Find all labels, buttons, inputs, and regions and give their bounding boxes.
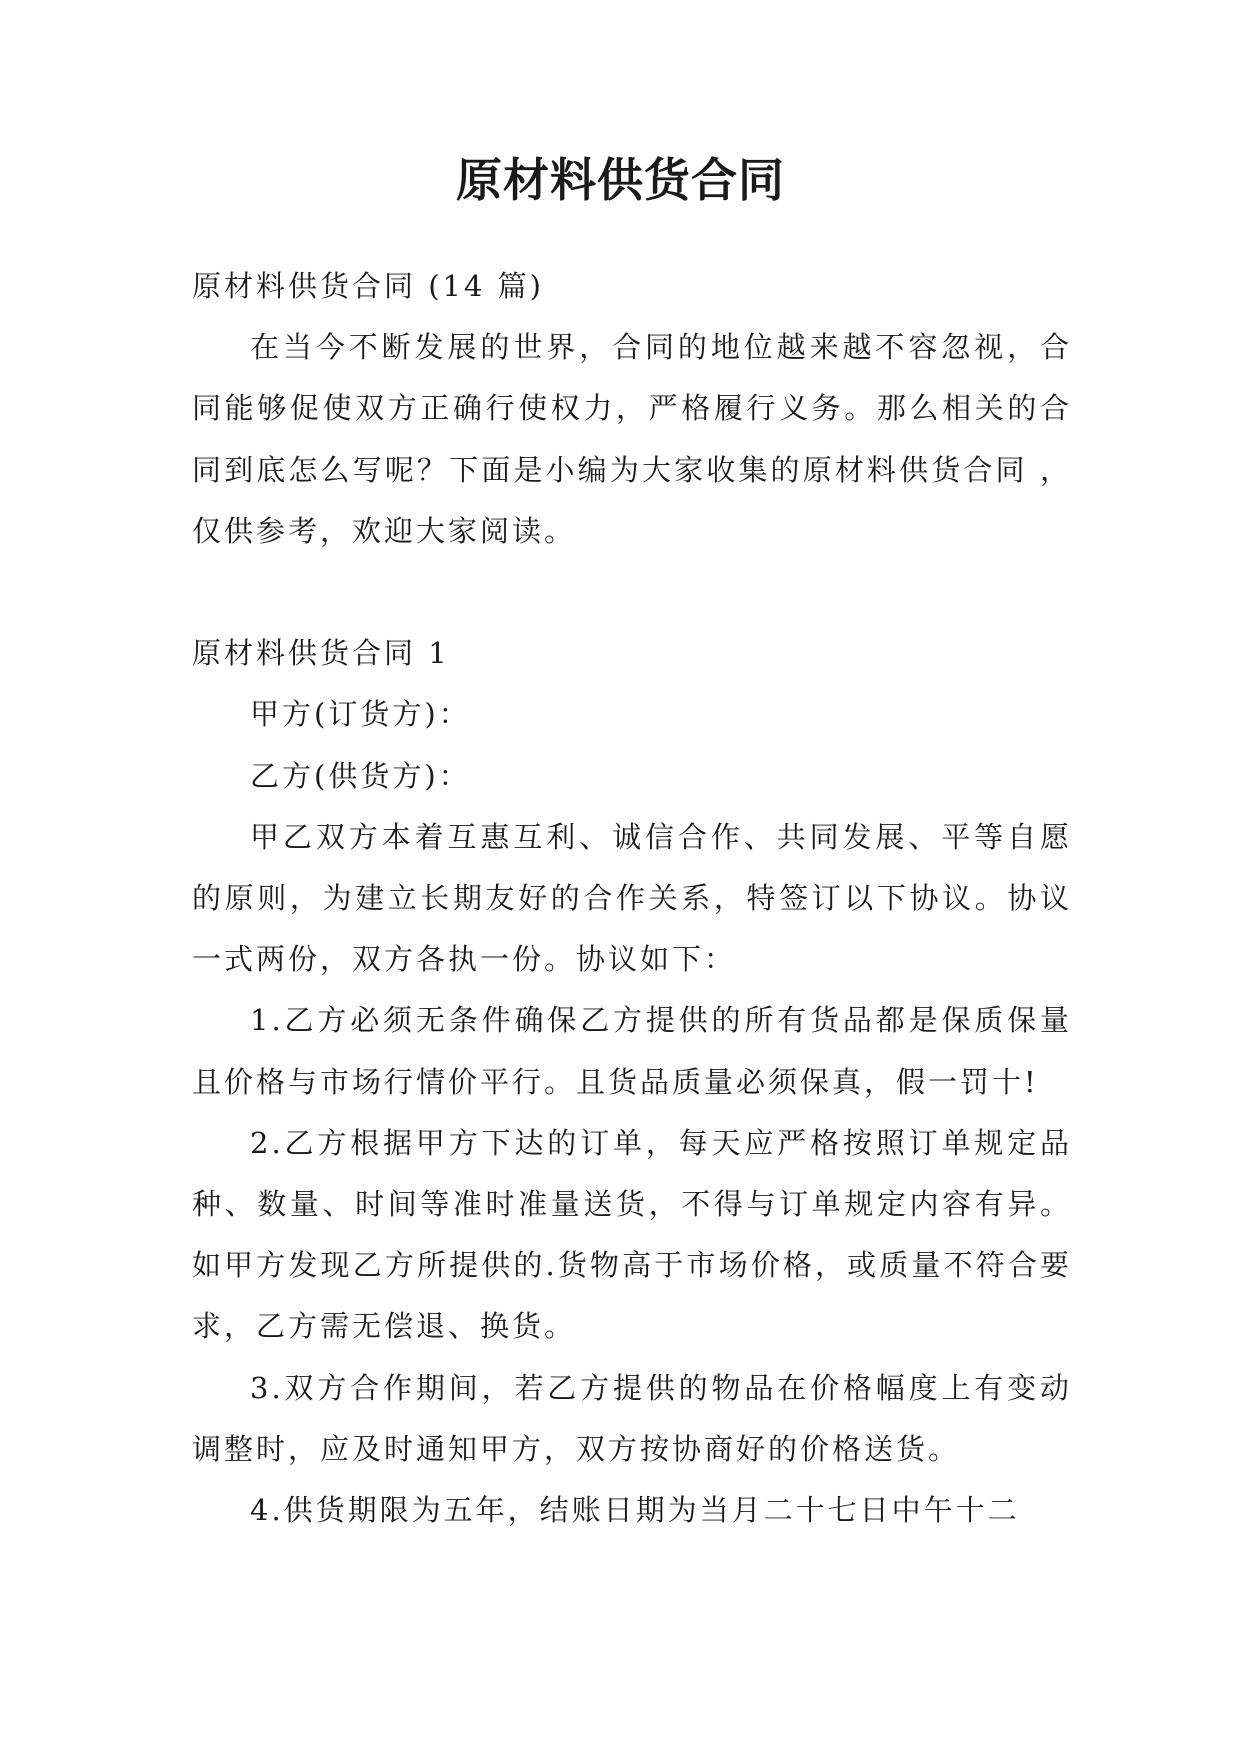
preamble-paragraph: 甲乙双方本着互惠互利、诚信合作、共同发展、平等自愿的原则，为建立长期友好的合作关系，特签订以下协议。协议一式两份，双方各执一份。协议如下：	[192, 819, 1072, 977]
document-title: 原材料供货合同	[456, 153, 785, 207]
intro-paragraph: 在当今不断发展的世界，合同的地位越来越不容忽视，合同能够促使双方正确行使权力，严格履行义务。那么相关的合同到底怎么写呢？下面是小编为大家收集的原材料供货合同 ，仅供参考，欢迎大家阅读。	[192, 330, 1072, 548]
clause-3: 3.双方合作期间，若乙方提供的物品在价格幅度上有变动调整时，应及时通知甲方，双方按协商好的价格送货。	[192, 1370, 1072, 1466]
paragraph-spacer	[192, 562, 1072, 623]
party-b-line: 乙方(供货方)：	[250, 758, 471, 793]
document-subtitle: 原材料供货合同 (14 篇)	[192, 269, 544, 303]
party-a-line: 甲方(订货方)：	[250, 697, 471, 732]
clause-4: 4.供货期限为五年，结账日期为当月二十七日中午十二	[250, 1493, 1020, 1528]
clause-2: 2.乙方根据甲方下达的订单，每天应严格按照订单规定品种、数量、时间等准时准量送货，不得与订单规定内容有异。如甲方发现乙方所提供的.货物高于市场价格，或质量不符合要求，乙方需无偿退、换货。	[192, 1125, 1072, 1344]
clause-1: 1.乙方必须无条件确保乙方提供的所有货品都是保质保量且价格与市场行情价平行。且货品质量必须保真，假一罚十!	[192, 1003, 1072, 1099]
section-heading: 原材料供货合同 1	[192, 636, 450, 671]
document-body	[192, 256, 1072, 1541]
